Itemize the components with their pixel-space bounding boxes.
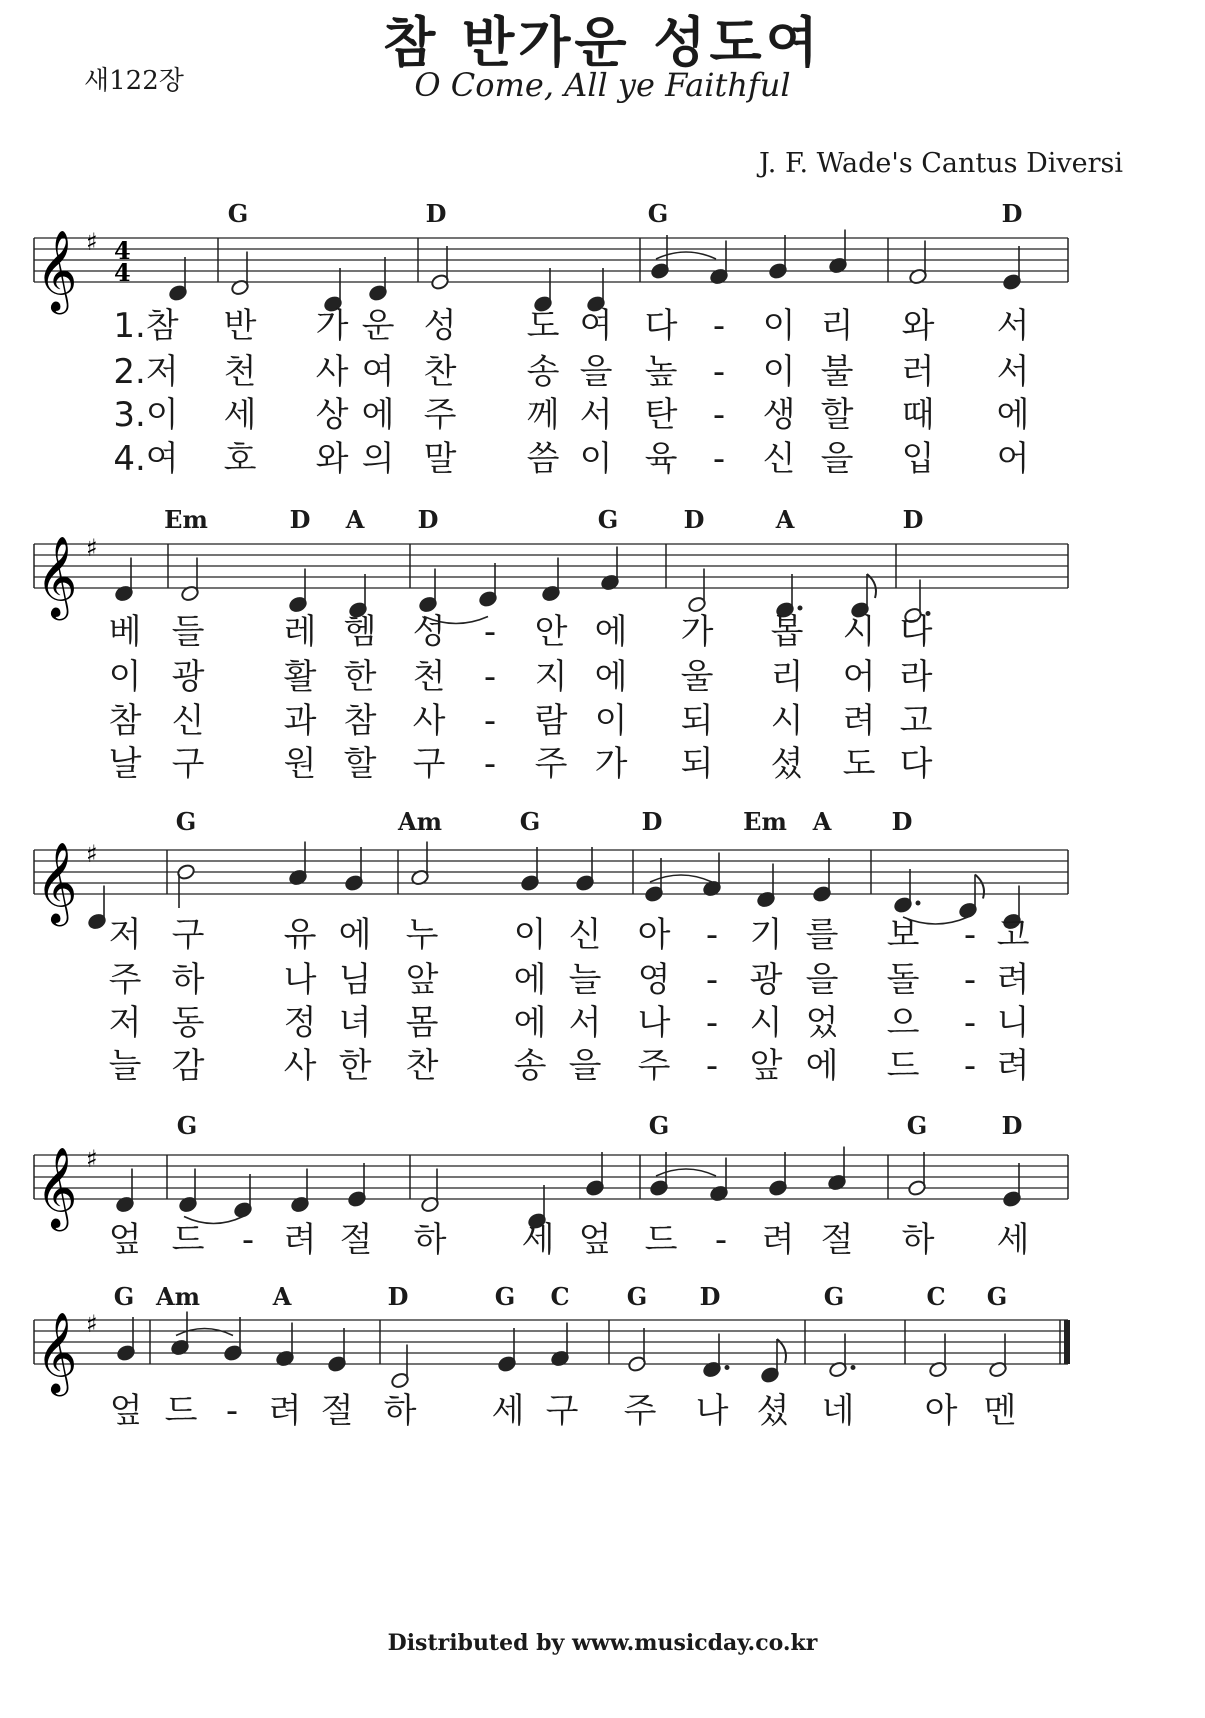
lyric-syllable: 시 bbox=[842, 612, 876, 652]
flag bbox=[975, 875, 984, 899]
lyric-syllable: 엎 bbox=[108, 1220, 142, 1260]
lyric-syllable: 들 bbox=[171, 612, 205, 652]
lyric-syllable: - bbox=[963, 1003, 977, 1043]
lyric-syllable: - bbox=[712, 439, 726, 479]
chord-symbol: A bbox=[775, 505, 795, 534]
composer-credit: J. F. Wade's Cantus Diversi bbox=[759, 148, 1123, 179]
lyric-syllable: 참 bbox=[343, 701, 377, 741]
chord-symbol: D bbox=[289, 505, 311, 534]
lyric-syllable: 호 bbox=[223, 439, 257, 479]
slur bbox=[650, 875, 712, 882]
dot bbox=[725, 1365, 730, 1370]
lyric-syllable: 러 bbox=[901, 352, 935, 392]
chord-symbol: D bbox=[641, 807, 663, 836]
lyric-syllable: 절 bbox=[339, 1220, 373, 1260]
lyric-syllable: 원 bbox=[283, 744, 317, 784]
lyric-syllable: 려 bbox=[996, 960, 1030, 1000]
sharp-icon: ♯ bbox=[86, 840, 98, 868]
lyric-syllable: 드 bbox=[164, 1391, 198, 1431]
lyric-syllable: 가 bbox=[315, 306, 349, 346]
lyric-syllable: 이 bbox=[513, 915, 547, 955]
lyric-syllable: 에 bbox=[594, 612, 628, 652]
lyric-syllable: 에 bbox=[513, 960, 547, 1000]
lyric-syllable: 몸 bbox=[405, 1003, 439, 1043]
lyric-syllable: 때 bbox=[901, 395, 935, 435]
lyric-syllable: 신 bbox=[171, 701, 205, 741]
chord-symbol: G bbox=[113, 1282, 135, 1311]
chord-symbol: G bbox=[823, 1282, 845, 1311]
lyric-syllable: 여 bbox=[579, 306, 613, 346]
lyric-syllable: 4.여 bbox=[113, 439, 179, 479]
slur bbox=[656, 252, 716, 259]
lyric-syllable: 동 bbox=[171, 1003, 205, 1043]
lyric-syllable: 저 bbox=[108, 1003, 142, 1043]
sharp-icon: ♯ bbox=[86, 1145, 98, 1173]
chord-symbol: G bbox=[906, 1111, 928, 1140]
lyric-syllable: 아 bbox=[637, 915, 671, 955]
lyric-syllable: 레 bbox=[283, 612, 317, 652]
lyric-syllable: 주 bbox=[623, 1391, 657, 1431]
lyric-syllable: - bbox=[712, 352, 726, 392]
lyric-syllable: 하 bbox=[171, 960, 205, 1000]
lyric-syllable: 어 bbox=[996, 439, 1030, 479]
lyric-syllable: 에 bbox=[338, 915, 372, 955]
lyric-syllable: 고 bbox=[996, 915, 1030, 955]
sharp-icon: ♯ bbox=[86, 534, 98, 562]
lyric-syllable: 서 bbox=[568, 1003, 602, 1043]
lyric-syllable: 유 bbox=[283, 915, 317, 955]
lyric-syllable: - bbox=[705, 1046, 719, 1086]
dot bbox=[916, 901, 921, 906]
lyric-syllable: 다 bbox=[899, 612, 933, 652]
lyric-syllable: 광 bbox=[171, 657, 205, 697]
lyric-syllable: - bbox=[963, 960, 977, 1000]
lyric-syllable: 보 bbox=[886, 915, 920, 955]
treble-clef-icon: 𝄞 bbox=[36, 535, 78, 617]
chord-symbol: G bbox=[597, 505, 619, 534]
lyric-syllable: 세 bbox=[996, 1220, 1030, 1260]
chord-symbol: D bbox=[417, 505, 439, 534]
staff-system bbox=[34, 505, 1068, 784]
lyric-syllable: 되 bbox=[680, 744, 714, 784]
lyric-syllable: 할 bbox=[820, 395, 854, 435]
lyric-syllable: 엎 bbox=[578, 1220, 612, 1260]
lyric-syllable: 세 bbox=[521, 1220, 555, 1260]
chord-symbol: D bbox=[699, 1282, 721, 1311]
lyric-syllable: 서 bbox=[996, 306, 1030, 346]
lyric-syllable: 녀 bbox=[338, 1003, 372, 1043]
lyric-syllable: 사 bbox=[283, 1046, 317, 1086]
lyric-syllable: 셨 bbox=[770, 744, 804, 784]
lyric-syllable: 신 bbox=[762, 439, 796, 479]
lyric-syllable: 송 bbox=[513, 1046, 547, 1086]
slur bbox=[176, 1329, 233, 1336]
lyric-syllable: 를 bbox=[805, 915, 839, 955]
lyric-syllable: 사 bbox=[315, 352, 349, 392]
lyric-syllable: 아 bbox=[924, 1391, 958, 1431]
chord-symbol: Em bbox=[743, 807, 787, 836]
sharp-icon: ♯ bbox=[86, 1310, 98, 1338]
lyric-syllable: 을 bbox=[579, 352, 613, 392]
chord-symbol: A bbox=[272, 1282, 292, 1311]
lyric-syllable: 려 bbox=[996, 1046, 1030, 1086]
time-signature-bottom: 4 bbox=[114, 258, 131, 287]
lyric-syllable: 니 bbox=[996, 1003, 1030, 1043]
chord-symbol: D bbox=[683, 505, 705, 534]
lyric-syllable: 반 bbox=[223, 306, 257, 346]
lyric-syllable: 려 bbox=[842, 701, 876, 741]
lyric-syllable: 앞 bbox=[749, 1046, 783, 1086]
dot bbox=[851, 1365, 856, 1370]
treble-clef-icon: 𝄞 bbox=[36, 229, 78, 311]
lyric-syllable: 구 bbox=[171, 915, 205, 955]
lyric-syllable: 절 bbox=[320, 1391, 354, 1431]
hymn-number: 새122장 bbox=[84, 66, 184, 96]
lyric-syllable: 하 bbox=[383, 1391, 417, 1431]
lyric-syllable: 한 bbox=[343, 657, 377, 697]
chord-symbol: D bbox=[1001, 199, 1023, 228]
sharp-icon: ♯ bbox=[86, 228, 98, 256]
lyric-syllable: 주 bbox=[423, 395, 457, 435]
chord-symbol: Am bbox=[155, 1282, 201, 1311]
lyric-syllable: 서 bbox=[579, 395, 613, 435]
lyric-syllable: 구 bbox=[412, 744, 446, 784]
lyric-syllable: 신 bbox=[568, 915, 602, 955]
lyric-syllable: 영 bbox=[637, 960, 671, 1000]
chord-symbol: G bbox=[494, 1282, 516, 1311]
lyric-syllable: - bbox=[712, 395, 726, 435]
chord-symbol: G bbox=[176, 1111, 198, 1140]
lyric-syllable: 높 bbox=[644, 352, 678, 392]
lyric-syllable: 려 bbox=[268, 1391, 302, 1431]
lyric-syllable: 리 bbox=[770, 657, 804, 697]
lyric-syllable: 나 bbox=[283, 960, 317, 1000]
lyric-syllable: 한 bbox=[338, 1046, 372, 1086]
lyric-syllable: 찬 bbox=[423, 352, 457, 392]
lyric-syllable: 을 bbox=[820, 439, 854, 479]
chord-symbol: G bbox=[519, 807, 541, 836]
lyric-syllable: - bbox=[705, 960, 719, 1000]
lyric-syllable: 2.저 bbox=[113, 352, 179, 392]
lyric-syllable: 네 bbox=[821, 1391, 855, 1431]
lyric-syllable: 람 bbox=[534, 701, 568, 741]
chord-symbol: C bbox=[550, 1282, 570, 1311]
chord-symbol: Em bbox=[164, 505, 208, 534]
lyric-syllable: 생 bbox=[762, 395, 796, 435]
lyric-syllable: 광 bbox=[749, 960, 783, 1000]
lyric-syllable: 절 bbox=[820, 1220, 854, 1260]
lyric-syllable: 헴 bbox=[343, 612, 377, 652]
lyric-syllable: 와 bbox=[901, 306, 935, 346]
lyric-syllable: 고 bbox=[899, 701, 933, 741]
lyric-syllable: - bbox=[705, 915, 719, 955]
lyric-syllable: 세 bbox=[491, 1391, 525, 1431]
chord-symbol: A bbox=[345, 505, 365, 534]
lyric-syllable: 멘 bbox=[983, 1391, 1017, 1431]
lyric-syllable: 돌 bbox=[886, 960, 920, 1000]
lyric-syllable: 송 bbox=[526, 352, 560, 392]
treble-clef-icon: 𝄞 bbox=[36, 841, 78, 923]
chord-symbol: D bbox=[387, 1282, 409, 1311]
lyric-syllable: 찬 bbox=[405, 1046, 439, 1086]
lyric-syllable: - bbox=[714, 1220, 728, 1260]
staff-system bbox=[34, 1282, 1070, 1431]
lyric-syllable: 서 bbox=[996, 352, 1030, 392]
lyric-syllable: 3.이 bbox=[113, 395, 179, 435]
lyric-syllable: 입 bbox=[901, 439, 935, 479]
lyric-syllable: 저 bbox=[108, 915, 142, 955]
chord-symbol: G bbox=[647, 199, 669, 228]
lyric-syllable: 가 bbox=[594, 744, 628, 784]
lyric-syllable: 봅 bbox=[770, 612, 804, 652]
lyric-syllable: - bbox=[705, 1003, 719, 1043]
lyric-syllable: 었 bbox=[805, 1003, 839, 1043]
lyric-syllable: 이 bbox=[762, 352, 796, 392]
treble-clef-icon: 𝄞 bbox=[36, 1146, 78, 1228]
dot bbox=[798, 606, 803, 611]
lyric-syllable: 이 bbox=[108, 657, 142, 697]
final-barline bbox=[1064, 1320, 1070, 1364]
lyric-syllable: 리 bbox=[820, 306, 854, 346]
lyric-syllable: 으 bbox=[886, 1003, 920, 1043]
title-korean: 참 반가운 성도여 bbox=[383, 11, 822, 74]
chord-symbol: D bbox=[902, 505, 924, 534]
lyric-syllable: 성 bbox=[412, 612, 446, 652]
lyric-syllable: 탄 bbox=[644, 395, 678, 435]
treble-clef-icon: 𝄞 bbox=[36, 1311, 78, 1393]
lyric-syllable: 드 bbox=[644, 1220, 678, 1260]
lyric-syllable: 다 bbox=[644, 306, 678, 346]
slur bbox=[656, 1169, 716, 1176]
lyric-syllable: 되 bbox=[680, 701, 714, 741]
lyric-syllable: 나 bbox=[637, 1003, 671, 1043]
lyric-syllable: 시 bbox=[770, 701, 804, 741]
lyric-syllable: 의 bbox=[361, 439, 395, 479]
lyric-syllable: - bbox=[483, 744, 497, 784]
lyric-syllable: 구 bbox=[545, 1391, 579, 1431]
lyric-syllable: 말 bbox=[423, 439, 457, 479]
lyric-syllable: 여 bbox=[361, 352, 395, 392]
lyric-syllable: 세 bbox=[223, 395, 257, 435]
lyric-syllable: 께 bbox=[526, 395, 560, 435]
lyric-syllable: 시 bbox=[749, 1003, 783, 1043]
lyric-syllable: 할 bbox=[343, 744, 377, 784]
lyric-syllable: - bbox=[225, 1391, 239, 1431]
chord-symbol: G bbox=[986, 1282, 1008, 1311]
lyric-syllable: 라 bbox=[899, 657, 933, 697]
chord-symbol: D bbox=[425, 199, 447, 228]
lyric-syllable: 님 bbox=[338, 960, 372, 1000]
chord-symbol: G bbox=[626, 1282, 648, 1311]
chord-symbol: C bbox=[926, 1282, 946, 1311]
lyric-syllable: 울 bbox=[680, 657, 714, 697]
lyric-syllable: 운 bbox=[361, 306, 395, 346]
lyric-syllable: 다 bbox=[899, 744, 933, 784]
lyric-syllable: 사 bbox=[412, 701, 446, 741]
lyric-syllable: 활 bbox=[283, 657, 317, 697]
lyric-syllable: 구 bbox=[171, 744, 205, 784]
staff-system bbox=[34, 199, 1068, 479]
lyric-syllable: 앞 bbox=[405, 960, 439, 1000]
lyric-syllable: 상 bbox=[315, 395, 349, 435]
lyric-syllable: 육 bbox=[644, 439, 678, 479]
lyric-syllable: 1.참 bbox=[113, 306, 179, 346]
lyric-syllable: 어 bbox=[842, 657, 876, 697]
lyric-syllable: 가 bbox=[680, 612, 714, 652]
lyric-syllable: 이 bbox=[594, 701, 628, 741]
chord-symbol: D bbox=[1001, 1111, 1023, 1140]
lyric-syllable: 천 bbox=[412, 657, 446, 697]
lyric-syllable: 을 bbox=[568, 1046, 602, 1086]
lyric-syllable: 려 bbox=[761, 1220, 795, 1260]
lyric-syllable: - bbox=[963, 915, 977, 955]
staff-system bbox=[34, 1111, 1068, 1260]
lyric-syllable: 에 bbox=[594, 657, 628, 697]
time-signature-top: 4 bbox=[114, 236, 131, 265]
lyric-syllable: 과 bbox=[283, 701, 317, 741]
lyric-syllable: 드 bbox=[886, 1046, 920, 1086]
lyric-syllable: 주 bbox=[108, 960, 142, 1000]
lyric-syllable: - bbox=[483, 701, 497, 741]
lyric-syllable: 날 bbox=[108, 744, 142, 784]
chord-symbol: G bbox=[648, 1111, 670, 1140]
distribution-footer: Distributed by www.musicday.co.kr bbox=[387, 1630, 818, 1656]
lyric-syllable: 도 bbox=[842, 744, 876, 784]
lyric-syllable: 누 bbox=[405, 915, 439, 955]
lyric-syllable: 에 bbox=[996, 395, 1030, 435]
lyric-syllable: - bbox=[483, 657, 497, 697]
chord-symbol: G bbox=[227, 199, 249, 228]
lyric-syllable: 이 bbox=[762, 306, 796, 346]
lyric-syllable: 려 bbox=[283, 1220, 317, 1260]
lyric-syllable: 참 bbox=[108, 701, 142, 741]
lyric-syllable: 천 bbox=[223, 352, 257, 392]
lyric-syllable: 셨 bbox=[756, 1391, 790, 1431]
lyric-syllable: 늘 bbox=[568, 960, 602, 1000]
lyric-syllable: 드 bbox=[171, 1220, 205, 1260]
lyric-syllable: 성 bbox=[423, 306, 457, 346]
lyric-syllable: - bbox=[712, 306, 726, 346]
lyric-syllable: 엎 bbox=[109, 1391, 143, 1431]
lyric-syllable: 베 bbox=[108, 612, 142, 652]
lyric-syllable: 불 bbox=[820, 352, 854, 392]
lyric-syllable: 나 bbox=[695, 1391, 729, 1431]
lyric-syllable: 정 bbox=[283, 1003, 317, 1043]
lyric-syllable: 하 bbox=[901, 1220, 935, 1260]
lyric-syllable: 에 bbox=[805, 1046, 839, 1086]
lyric-syllable: 주 bbox=[637, 1046, 671, 1086]
lyric-syllable: 을 bbox=[805, 960, 839, 1000]
lyric-syllable: 주 bbox=[534, 744, 568, 784]
lyric-syllable: 씀 bbox=[526, 439, 560, 479]
lyric-syllable: 기 bbox=[749, 915, 783, 955]
chord-symbol: G bbox=[175, 807, 197, 836]
lyric-syllable: 지 bbox=[534, 657, 568, 697]
staff-system bbox=[34, 807, 1068, 1086]
lyric-syllable: 감 bbox=[171, 1046, 205, 1086]
lyric-syllable: 하 bbox=[413, 1220, 447, 1260]
lyric-syllable: - bbox=[241, 1220, 255, 1260]
lyric-syllable: - bbox=[963, 1046, 977, 1086]
lyric-syllable: 에 bbox=[361, 395, 395, 435]
lyric-syllable: 와 bbox=[315, 439, 349, 479]
lyric-syllable: - bbox=[483, 612, 497, 652]
lyric-syllable: 도 bbox=[526, 306, 560, 346]
chord-symbol: Am bbox=[397, 807, 443, 836]
lyric-syllable: 안 bbox=[534, 612, 568, 652]
lyric-syllable: 이 bbox=[579, 439, 613, 479]
chord-symbol: D bbox=[891, 807, 913, 836]
lyric-syllable: 늘 bbox=[108, 1046, 142, 1086]
title-english: O Come, All ye Faithful bbox=[414, 66, 791, 104]
chord-symbol: A bbox=[812, 807, 832, 836]
lyric-syllable: 에 bbox=[513, 1003, 547, 1043]
